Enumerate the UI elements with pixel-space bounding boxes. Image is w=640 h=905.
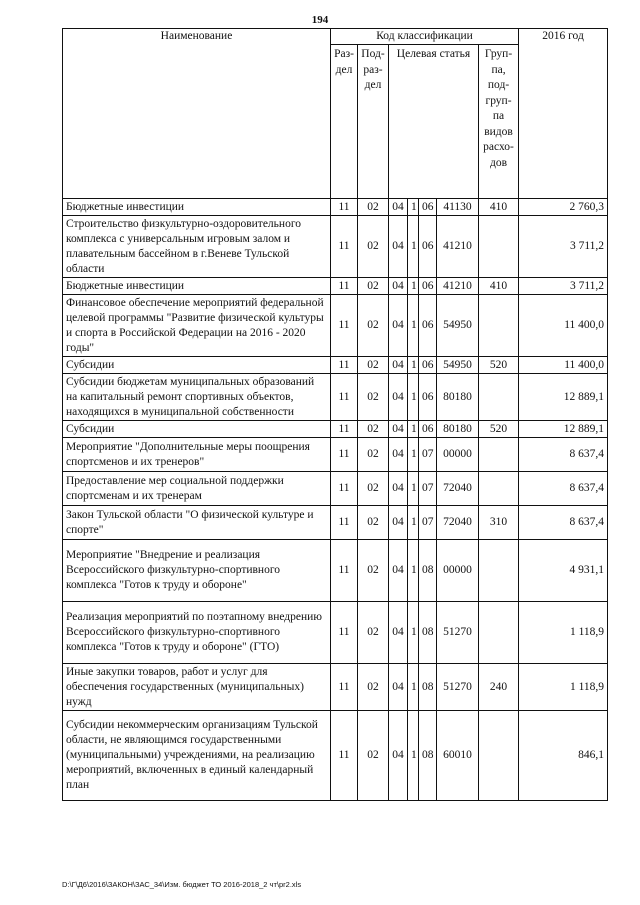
table-row bbox=[63, 664, 608, 711]
row-tselevaya-1: 04 bbox=[389, 664, 408, 711]
table-body bbox=[63, 199, 608, 801]
table-row bbox=[63, 278, 608, 295]
table-row bbox=[63, 711, 608, 801]
row-vid-rashodov bbox=[479, 438, 519, 472]
row-tselevaya-2: 1 bbox=[408, 664, 419, 711]
row-podrazdel: 02 bbox=[358, 421, 389, 438]
row-tselevaya-3: 07 bbox=[419, 506, 437, 540]
row-sum-2016: 11 400,0 bbox=[519, 357, 608, 374]
table-row bbox=[63, 295, 608, 357]
row-tselevaya-1: 04 bbox=[389, 506, 408, 540]
row-podrazdel: 02 bbox=[358, 357, 389, 374]
row-tselevaya-2: 1 bbox=[408, 711, 419, 801]
row-tselevaya-3: 07 bbox=[419, 472, 437, 506]
row-tselevaya-2: 1 bbox=[408, 602, 419, 664]
row-tselevaya-3: 08 bbox=[419, 540, 437, 602]
row-name: Предоставление мер социальной поддержки спортсменам и их тренерам bbox=[63, 472, 331, 506]
header-code: Код классификации bbox=[331, 29, 519, 45]
row-vid-rashodov bbox=[479, 602, 519, 664]
row-podrazdel: 02 bbox=[358, 664, 389, 711]
row-tselevaya-1: 04 bbox=[389, 438, 408, 472]
row-tselevaya-1: 04 bbox=[389, 199, 408, 216]
row-name: Мероприятие "Дополнительные меры поощрения спортсменов и их тренеров" bbox=[63, 438, 331, 472]
row-vid-rashodov: 520 bbox=[479, 357, 519, 374]
row-sum-2016: 846,1 bbox=[519, 711, 608, 801]
header-gruppa-vidov-rashodov: Груп- па, под- груп- па видов расхо- дов bbox=[479, 45, 519, 199]
row-sum-2016: 3 711,2 bbox=[519, 216, 608, 278]
row-vid-rashodov bbox=[479, 540, 519, 602]
row-tselevaya-1: 04 bbox=[389, 374, 408, 421]
table-row bbox=[63, 540, 608, 602]
row-tselevaya-4: 54950 bbox=[437, 295, 479, 357]
row-podrazdel: 02 bbox=[358, 602, 389, 664]
row-podrazdel: 02 bbox=[358, 278, 389, 295]
row-tselevaya-2: 1 bbox=[408, 199, 419, 216]
row-tselevaya-2: 1 bbox=[408, 421, 419, 438]
row-razdel: 11 bbox=[331, 472, 358, 506]
row-sum-2016: 3 711,2 bbox=[519, 278, 608, 295]
row-tselevaya-4: 41210 bbox=[437, 216, 479, 278]
row-tselevaya-2: 1 bbox=[408, 357, 419, 374]
row-sum-2016: 12 889,1 bbox=[519, 374, 608, 421]
row-tselevaya-4: 41130 bbox=[437, 199, 479, 216]
row-razdel: 11 bbox=[331, 711, 358, 801]
row-name: Бюджетные инвестиции bbox=[63, 278, 331, 295]
row-sum-2016: 1 118,9 bbox=[519, 602, 608, 664]
row-name: Субсидии бюджетам муниципальных образований на капитальный ремонт спортивных объектов, находящихся в муниципальной собственности bbox=[63, 374, 331, 421]
row-tselevaya-4: 41210 bbox=[437, 278, 479, 295]
row-name: Субсидии bbox=[63, 357, 331, 374]
row-tselevaya-1: 04 bbox=[389, 602, 408, 664]
row-podrazdel: 02 bbox=[358, 295, 389, 357]
row-podrazdel: 02 bbox=[358, 711, 389, 801]
row-vid-rashodov: 410 bbox=[479, 278, 519, 295]
row-vid-rashodov bbox=[479, 295, 519, 357]
row-razdel: 11 bbox=[331, 421, 358, 438]
row-name: Закон Тульской области "О физической культуре и спорте" bbox=[63, 506, 331, 540]
row-razdel: 11 bbox=[331, 540, 358, 602]
row-tselevaya-4: 51270 bbox=[437, 602, 479, 664]
row-razdel: 11 bbox=[331, 664, 358, 711]
row-razdel: 11 bbox=[331, 438, 358, 472]
header-name: Наименование bbox=[63, 29, 331, 199]
row-vid-rashodov bbox=[479, 216, 519, 278]
row-tselevaya-1: 04 bbox=[389, 540, 408, 602]
header-razdel: Раз- дел bbox=[331, 45, 358, 199]
row-razdel: 11 bbox=[331, 374, 358, 421]
row-tselevaya-2: 1 bbox=[408, 216, 419, 278]
row-razdel: 11 bbox=[331, 506, 358, 540]
row-tselevaya-4: 00000 bbox=[437, 438, 479, 472]
row-podrazdel: 02 bbox=[358, 472, 389, 506]
budget-table bbox=[62, 28, 608, 801]
row-tselevaya-2: 1 bbox=[408, 540, 419, 602]
row-sum-2016: 8 637,4 bbox=[519, 472, 608, 506]
row-sum-2016: 11 400,0 bbox=[519, 295, 608, 357]
row-razdel: 11 bbox=[331, 278, 358, 295]
table-row bbox=[63, 602, 608, 664]
row-tselevaya-3: 06 bbox=[419, 421, 437, 438]
table-row bbox=[63, 421, 608, 438]
row-name: Финансовое обеспечение мероприятий федеральной целевой программы "Развитие физической культуры и спорта в Российской Федерации на 2016 - 2020 годы" bbox=[63, 295, 331, 357]
row-vid-rashodov: 240 bbox=[479, 664, 519, 711]
row-tselevaya-1: 04 bbox=[389, 472, 408, 506]
row-name: Мероприятие "Внедрение и реализация Всероссийского физкультурно-спортивного комплекса "Готов к труду и обороне" bbox=[63, 540, 331, 602]
row-podrazdel: 02 bbox=[358, 438, 389, 472]
row-tselevaya-3: 08 bbox=[419, 711, 437, 801]
row-tselevaya-3: 06 bbox=[419, 295, 437, 357]
row-podrazdel: 02 bbox=[358, 540, 389, 602]
table-row bbox=[63, 216, 608, 278]
table-row bbox=[63, 438, 608, 472]
row-sum-2016: 8 637,4 bbox=[519, 506, 608, 540]
row-tselevaya-2: 1 bbox=[408, 295, 419, 357]
row-tselevaya-3: 08 bbox=[419, 602, 437, 664]
row-name: Иные закупки товаров, работ и услуг для обеспечения государственных (муниципальных) нужд bbox=[63, 664, 331, 711]
row-podrazdel: 02 bbox=[358, 216, 389, 278]
row-vid-rashodov: 310 bbox=[479, 506, 519, 540]
row-vid-rashodov bbox=[479, 374, 519, 421]
row-sum-2016: 1 118,9 bbox=[519, 664, 608, 711]
row-podrazdel: 02 bbox=[358, 199, 389, 216]
row-tselevaya-3: 06 bbox=[419, 374, 437, 421]
row-vid-rashodov bbox=[479, 472, 519, 506]
row-sum-2016: 4 931,1 bbox=[519, 540, 608, 602]
row-tselevaya-1: 04 bbox=[389, 421, 408, 438]
table-row bbox=[63, 472, 608, 506]
row-tselevaya-3: 06 bbox=[419, 216, 437, 278]
row-vid-rashodov bbox=[479, 711, 519, 801]
row-sum-2016: 12 889,1 bbox=[519, 421, 608, 438]
header-podrazdel: Под- раз- дел bbox=[358, 45, 389, 199]
header-year: 2016 год bbox=[519, 29, 608, 199]
table-row bbox=[63, 374, 608, 421]
row-tselevaya-3: 06 bbox=[419, 199, 437, 216]
row-tselevaya-3: 08 bbox=[419, 664, 437, 711]
row-tselevaya-2: 1 bbox=[408, 374, 419, 421]
row-tselevaya-1: 04 bbox=[389, 711, 408, 801]
row-vid-rashodov: 520 bbox=[479, 421, 519, 438]
row-tselevaya-2: 1 bbox=[408, 438, 419, 472]
header-tselevaya-statya: Целевая статья bbox=[389, 45, 479, 199]
row-tselevaya-2: 1 bbox=[408, 278, 419, 295]
row-razdel: 11 bbox=[331, 295, 358, 357]
row-razdel: 11 bbox=[331, 216, 358, 278]
row-name: Субсидии bbox=[63, 421, 331, 438]
row-tselevaya-4: 72040 bbox=[437, 472, 479, 506]
row-tselevaya-4: 80180 bbox=[437, 374, 479, 421]
row-razdel: 11 bbox=[331, 357, 358, 374]
row-tselevaya-1: 04 bbox=[389, 278, 408, 295]
row-name: Субсидии некоммерческим организациям Тульской области, не являющимся государственными (муниципальными) учреждениями, на реализацию мероприятий, включенных в единый календарный план bbox=[63, 711, 331, 801]
row-tselevaya-1: 04 bbox=[389, 357, 408, 374]
table-row bbox=[63, 357, 608, 374]
row-razdel: 11 bbox=[331, 199, 358, 216]
row-tselevaya-4: 60010 bbox=[437, 711, 479, 801]
row-sum-2016: 8 637,4 bbox=[519, 438, 608, 472]
row-tselevaya-4: 00000 bbox=[437, 540, 479, 602]
row-vid-rashodov: 410 bbox=[479, 199, 519, 216]
file-path-footer: D:\Г\Д6\2016\ЗАКОН\ЗАС_34\Изм. бюджет ТО 2016-2018_2 чт\pr2.xls bbox=[62, 880, 302, 889]
row-tselevaya-2: 1 bbox=[408, 506, 419, 540]
row-name: Строительство физкультурно-оздоровительного комплекса с универсальным игровым залом и плавательным бассейном в г.Веневе Тульской области bbox=[63, 216, 331, 278]
table-row bbox=[63, 506, 608, 540]
row-tselevaya-4: 51270 bbox=[437, 664, 479, 711]
row-tselevaya-4: 72040 bbox=[437, 506, 479, 540]
page-number: 194 bbox=[311, 14, 329, 26]
row-tselevaya-2: 1 bbox=[408, 472, 419, 506]
row-tselevaya-3: 07 bbox=[419, 438, 437, 472]
row-name: Реализация мероприятий по поэтапному внедрению Всероссийского физкультурно-спортивного комплекса "Готов к труду и обороне" (ГТО) bbox=[63, 602, 331, 664]
row-tselevaya-3: 06 bbox=[419, 357, 437, 374]
row-tselevaya-4: 80180 bbox=[437, 421, 479, 438]
row-tselevaya-1: 04 bbox=[389, 216, 408, 278]
row-name: Бюджетные инвестиции bbox=[63, 199, 331, 216]
row-tselevaya-3: 06 bbox=[419, 278, 437, 295]
row-podrazdel: 02 bbox=[358, 374, 389, 421]
table-row bbox=[63, 199, 608, 216]
row-podrazdel: 02 bbox=[358, 506, 389, 540]
row-tselevaya-4: 54950 bbox=[437, 357, 479, 374]
row-tselevaya-1: 04 bbox=[389, 295, 408, 357]
row-razdel: 11 bbox=[331, 602, 358, 664]
row-sum-2016: 2 760,3 bbox=[519, 199, 608, 216]
